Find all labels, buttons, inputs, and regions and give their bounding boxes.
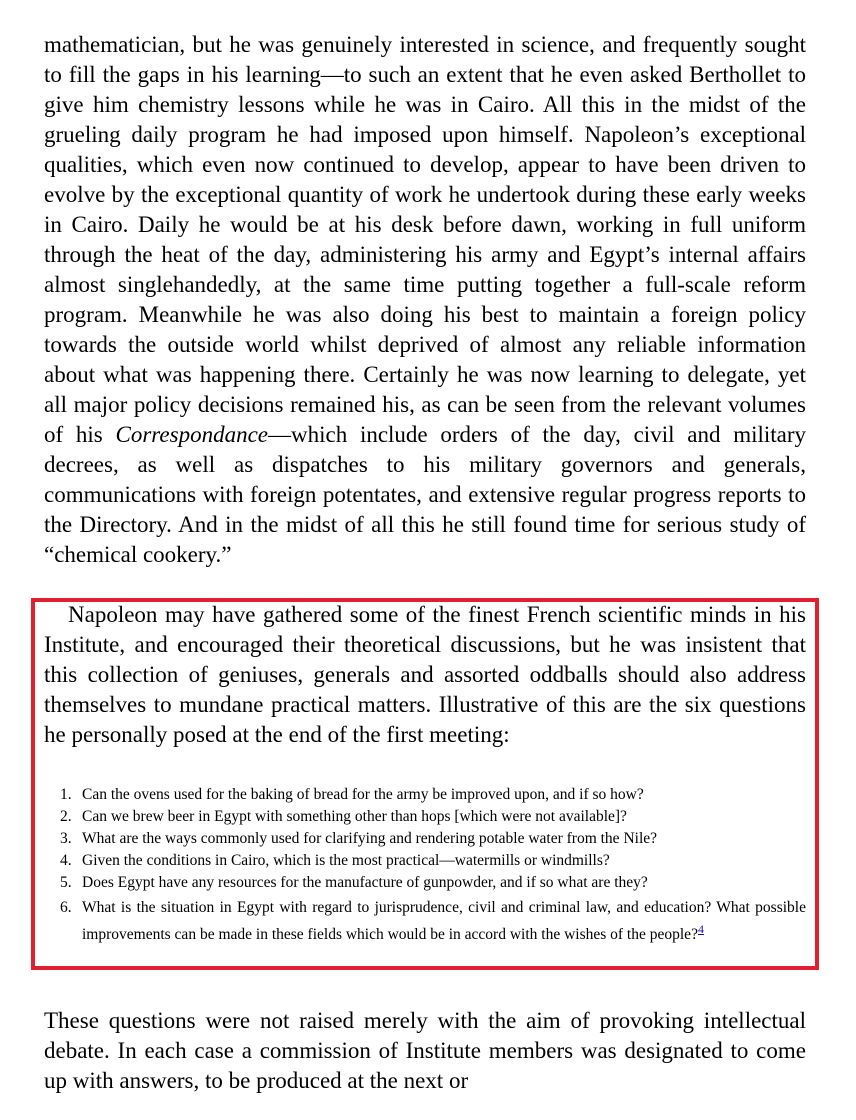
list-item-number: 6. — [60, 899, 72, 916]
document-page — [44, 30, 806, 570]
footnote-link[interactable]: 4 — [697, 922, 704, 936]
list-item — [60, 894, 806, 948]
list-item-text: What are the ways commonly used for clarifying and rendering potable water from the Nile? — [82, 830, 658, 847]
closing-paragraph: These questions were not raised merely with the aim of provoking intellectual debate. In each case a commission of Institute members was designated to come up with answers, to be produced at the next or — [44, 1008, 806, 1093]
list-item-text: Can we brew beer in Egypt with something other than hops [which were not available]? — [82, 808, 627, 825]
correspondance-title: Correspondance — [115, 422, 268, 447]
list-item — [60, 872, 806, 894]
highlighted-paragraph — [44, 600, 806, 750]
intro-text-part1: mathematician, but he was genuinely interested in science, and frequently sought to fill the gaps in his learning—to such an extent that he even asked Berthollet to give him chemistry lessons while he was in Cairo. All this in the midst of the grueling daily program he had imposed upon himself. Napoleon’s exceptional qualities, which even now continued to develop, appear to have been driven to evolve by the exceptional quantity of work he undertook during these early weeks in Cairo. Daily he would be at his desk before dawn, working in full uniform through the heat of the day, administering his army and Egypt’s internal affairs almost singlehandedly, at the same time putting together a full-scale reform program. Meanwhile he was also doing his best to maintain a foreign policy towards the outside world whilst deprived of almost any reliable information about what was happening there. Certainly he was now learning to delegate, yet all major policy decisions remained his, as can be seen from the relevant volumes of his — [44, 32, 806, 447]
list-item-text: Can the ovens used for the baking of bread for the army be improved upon, and if so how? — [82, 786, 644, 803]
list-item-number: 4. — [60, 852, 72, 869]
list-item-number: 1. — [60, 786, 72, 803]
list-item-number: 5. — [60, 874, 72, 891]
intro-text-part2: —which include orders of the day, civil and military decrees, as well as dispatches to his military governors and generals, communications with foreign potentates, and extensive regular progress reports to the Directory. And in the midst of all this he still found time for serious study of “chemical cookery.” — [44, 422, 807, 567]
list-item-number: 2. — [60, 808, 72, 825]
list-item — [60, 850, 806, 872]
intro-paragraph — [44, 30, 806, 570]
list-item-text: Does Egypt have any resources for the manufacture of gunpowder, and if so what are they? — [82, 874, 648, 891]
highlighted-paragraph-text: Napoleon may have gathered some of the finest French scientific minds in his Institute, and encouraged their theoretical discussions, but he was insistent that this collection of geniuses, generals and assorted oddballs should also address themselves to mundane practical matters. Illustrative of this are the six questions he personally posed at the end of the first meeting: — [44, 602, 806, 747]
list-item — [60, 806, 806, 828]
list-item-text: Given the conditions in Cairo, which is the most practical—watermills or windmills? — [82, 852, 610, 869]
list-item — [60, 784, 806, 806]
list-item-text: What is the situation in Egypt with regard to jurisprudence, civil and criminal law, and education? What possible improvements can be made in these fields which would be in accord with the wishes of the people? — [82, 899, 806, 943]
list-item-number: 3. — [60, 830, 72, 847]
list-item — [60, 828, 806, 850]
questions-list — [60, 784, 806, 948]
